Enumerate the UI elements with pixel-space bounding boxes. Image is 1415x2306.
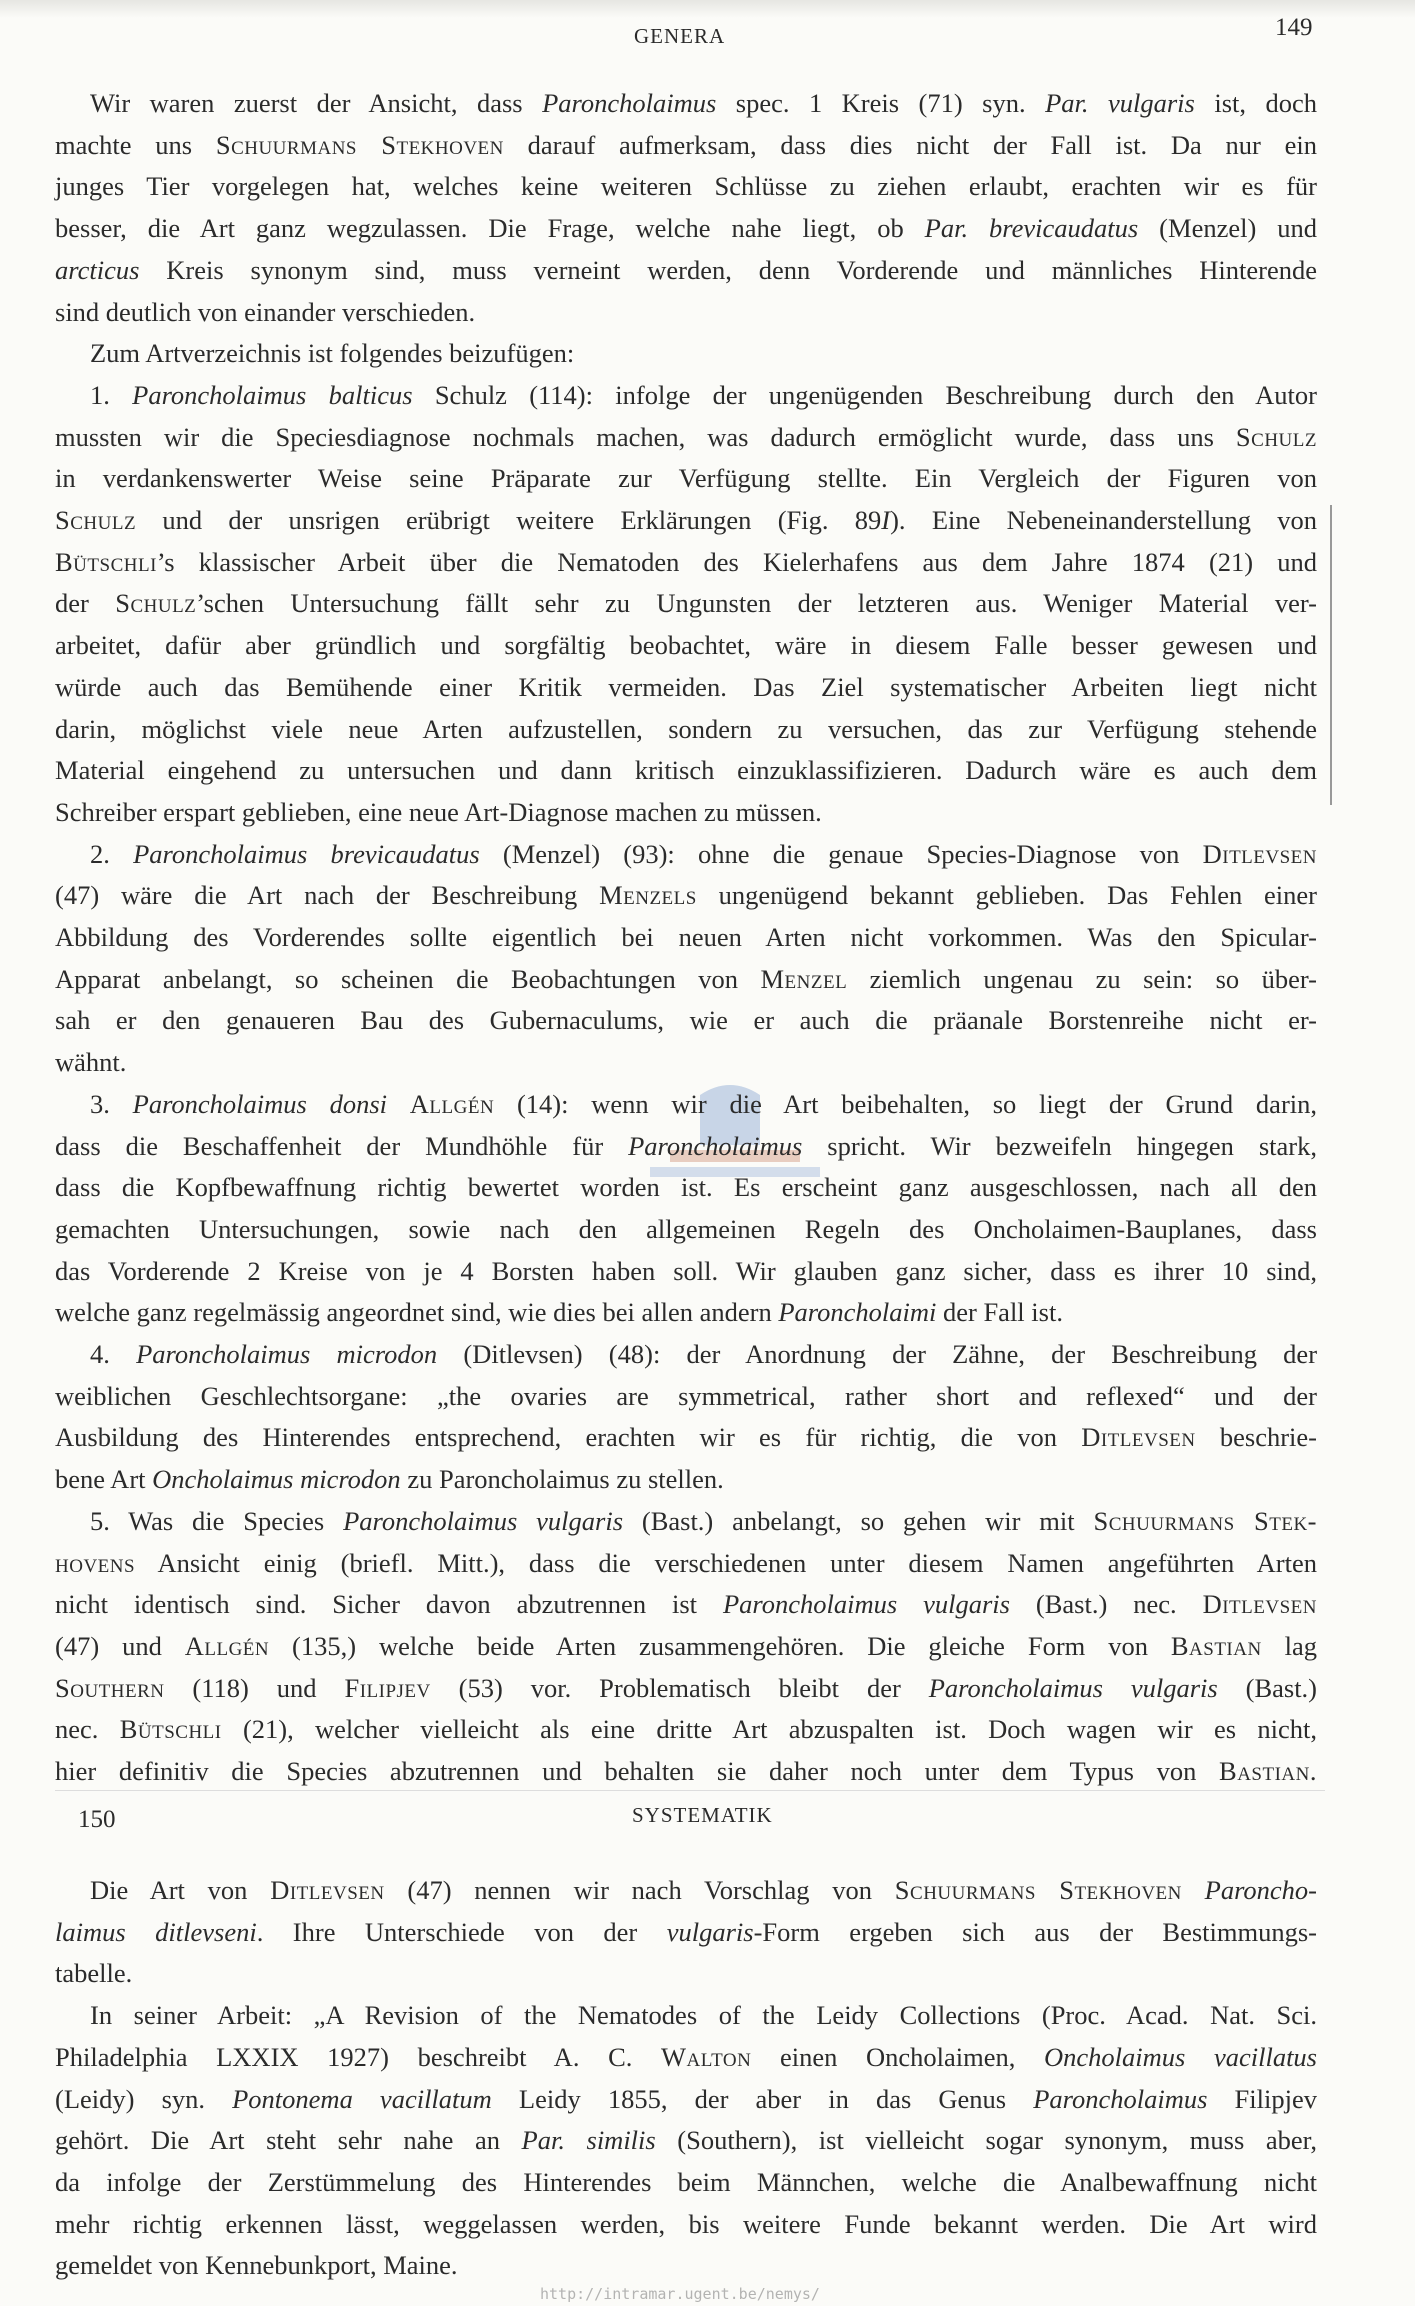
italic-text: Paroncholaimus brevicaudatus	[133, 838, 480, 869]
text-run: (21), welcher vielleicht als eine dritte Art abzuspalten ist. Doch wagen wir es nicht,	[221, 1714, 1317, 1745]
text-run: (47) und	[55, 1630, 185, 1661]
italic-text: Paroncholaimus donsi	[132, 1088, 388, 1119]
small-caps-name: Southern	[55, 1672, 165, 1703]
text-run: hier definitiv die Species abzutrennen und behalten sie daher noch unter dem Typus von	[55, 1756, 1220, 1786]
text-run: ’s klassischer Arbeit über die Nematoden des Kielerhafens aus dem Jahre 1874 (21) und	[156, 546, 1317, 577]
italic-text: Paroncholaimus vulgaris	[343, 1505, 624, 1536]
text-run: Philadelphia LXXIX 1927) beschreibt A. C.	[55, 2041, 662, 2072]
text-run: Leidy 1855, der aber in das Genus	[491, 2083, 1034, 2114]
running-header-149: GENERA	[634, 24, 726, 48]
text-run: (118) und	[164, 1672, 345, 1703]
text-run: (14): wenn wir die Art beibehalten, so liegt der Grund darin,	[494, 1088, 1318, 1119]
small-caps-name: Walton	[661, 2041, 752, 2072]
text-run: weiblichen Geschlechtsorgane: „the ovaries are symmetrical, rather short and reflexed“ und der	[55, 1380, 1317, 1411]
text-run: Ausbildung des Hinterendes entsprechend, erachten wir es für richtig, die von	[55, 1422, 1082, 1453]
text-run: mussten wir die Speciesdiagnose nochmals machen, was dadurch ermöglicht wurde, dass uns	[55, 421, 1236, 452]
small-caps-name: Schulz	[1235, 421, 1317, 452]
text-run: arbeitet, dafür aber gründlich und sorgfältig beobachtet, wäre in diesem Falle besser gewesen und	[55, 630, 1317, 661]
text-run: ist, doch	[1194, 88, 1317, 118]
text-run: ). Eine Nebeneinanderstellung von	[890, 505, 1317, 535]
text-line	[55, 2248, 1317, 2282]
text-line	[90, 1873, 1317, 1907]
small-caps-name: Menzel	[760, 963, 848, 994]
italic-text: laimus ditlevseni	[55, 1916, 257, 1947]
text-run: nicht identisch sind. Sicher davon abzutrennen ist	[55, 1589, 723, 1620]
small-caps-name: Allgén	[409, 1088, 495, 1119]
text-run: lag	[1261, 1630, 1317, 1661]
small-caps-name: Bastian	[1170, 1630, 1262, 1661]
italic-text: Pontonema vacillatum	[232, 2083, 492, 2114]
italic-text: Paroncholaimus vulgaris	[722, 1589, 1010, 1620]
text-run: (47) nennen wir nach Vorschlag von	[384, 1875, 895, 1905]
small-caps-name: Schulz	[115, 588, 197, 619]
text-run: sind deutlich von einander verschieden.	[55, 296, 476, 327]
text-run: der Fall ist.	[936, 1297, 1063, 1328]
text-run: Schreiber erspart geblieben, eine neue Art-Diagnose machen zu müssen.	[55, 796, 822, 827]
text-run: Zum Artverzeichnis ist folgendes beizufügen:	[90, 338, 575, 369]
text-run: darin, möglichst viele neue Arten aufzustellen, sondern zu versuchen, das zur Verfügung stehende	[55, 713, 1317, 744]
text-line	[55, 2165, 1317, 2199]
small-caps-name: Allgén	[184, 1630, 270, 1661]
text-run: (53) vor. Problematisch bleibt der	[430, 1672, 929, 1703]
italic-text: Paroncho-	[1204, 1875, 1318, 1905]
text-run: Filipjev	[1207, 2083, 1317, 2114]
page-number-149: 149	[1275, 14, 1313, 41]
text-run: (Southern), ist vielleicht sogar synonym, muss aber,	[655, 2125, 1317, 2156]
text-run: (Menzel) (93): ohne die genaue Species-Diagnose von	[479, 838, 1203, 869]
italic-text: Oncholaimus microdon	[152, 1464, 401, 1495]
text-run: In seiner Arbeit: „A Revision of the Nematodes of the Leidy Collections (Proc. Acad. Nat. Sci.	[90, 2000, 1317, 2031]
text-run: machte uns	[55, 129, 216, 160]
small-caps-name: Ditlevsen	[1202, 838, 1318, 869]
text-run: nec.	[55, 1714, 120, 1745]
text-run: ungenügend bekannt geblieben. Das Fehlen einer	[696, 880, 1317, 911]
text-run: Die Art von	[90, 1875, 271, 1905]
text-run: besser, die Art ganz wegzulassen. Die Frage, welche nahe liegt, ob	[55, 213, 925, 244]
text-run: Wir waren zuerst der Ansicht, dass	[90, 88, 543, 118]
italic-text: Par. vulgaris	[1045, 88, 1195, 118]
text-run: in verdankenswerter Weise seine Präparate zur Verfügung stellte. Ein Vergleich der Figuren von	[55, 463, 1317, 494]
text-run: einen Oncholaimen,	[751, 2041, 1044, 2072]
text-run: wähnt.	[55, 1047, 127, 1078]
text-line	[55, 2040, 1317, 2074]
text-run: (Menzel) und	[1138, 213, 1317, 244]
text-run: (Bast.)	[1217, 1672, 1318, 1703]
italic-text: I	[881, 505, 891, 535]
small-caps-name: Schuurmans Stekhoven	[215, 129, 504, 160]
text-run: gemeldet von Kennebunkport, Maine.	[55, 2250, 458, 2281]
text-run: spec. 1 Kreis (71) syn.	[716, 88, 1046, 118]
small-caps-name: Bütschli	[119, 1714, 222, 1745]
italic-text: vulgaris	[666, 1916, 754, 1947]
text-run: 4.	[90, 1339, 137, 1369]
page-number-150: 150	[78, 1806, 116, 1833]
text-run: der	[55, 588, 116, 619]
text-run: (Ditlevsen) (48): der Anordnung der Zähne, der Beschreibung der	[437, 1339, 1318, 1369]
text-run: (47) wäre die Art nach der Beschreibung	[55, 880, 600, 911]
small-caps-name: Schuurmans Stekhoven	[894, 1875, 1182, 1905]
text-run: 5. Was die Species	[90, 1505, 344, 1536]
running-header-150: SYSTEMATIK	[632, 1803, 773, 1827]
text-run: Material eingehend zu untersuchen und dann kritisch einzuklassifizieren. Dadurch wäre es auch dem	[55, 755, 1317, 786]
small-caps-name: Bastian.	[1219, 1756, 1317, 1786]
italic-text: Oncholaimus vacillatus	[1044, 2041, 1317, 2072]
text-run: das Vorderende 2 Kreise von je 4 Borsten haben soll. Wir glauben ganz sicher, dass es ihrer 10 sind,	[55, 1255, 1317, 1286]
text-run: -Form ergeben sich aus der Bestimmungs-	[753, 1916, 1317, 1947]
text-run: mehr richtig erkennen lässt, weggelassen werden, bis weitere Funde bekannt werden. Die Art wird	[55, 2208, 1317, 2239]
text-run: bene Art	[55, 1464, 153, 1495]
text-run: und der unsrigen erübrigt weitere Erklärungen (Fig. 89	[136, 505, 882, 535]
text-run: 3.	[90, 1088, 133, 1119]
text-run: Abbildung des Vorderendes sollte eigentlich bei neuen Arten nicht vorkommen. Was den Spicular-	[55, 922, 1317, 952]
small-caps-name: Bütschli	[55, 546, 157, 577]
italic-text: Paroncholaimus	[628, 1130, 803, 1161]
text-run: (Leidy) syn.	[55, 2083, 233, 2114]
text-run: welche ganz regelmässig angeordnet sind, wie dies bei allen andern	[55, 1297, 779, 1328]
small-caps-name: Filipjev	[344, 1672, 431, 1703]
watermark-url: http://intramar.ugent.be/nemys/	[540, 2285, 820, 2303]
small-caps-name: Ditlevsen	[270, 1875, 385, 1905]
text-line	[55, 2082, 1317, 2116]
text-run: sah er den genaueren Bau des Gubernaculums, wie er auch die präanale Borstenreihe nicht er-	[55, 1005, 1317, 1036]
text-line	[55, 2207, 1317, 2241]
text-line	[55, 1915, 1317, 1949]
text-run: (Bast.) nec.	[1009, 1589, 1203, 1620]
italic-text: Paroncholaimus	[542, 88, 717, 118]
text-line	[55, 1956, 1317, 1990]
text-run: Apparat anbelangt, so scheinen die Beobachtungen von	[55, 963, 761, 994]
text-run: ’schen Untersuchung fällt sehr zu Ungunsten der letzteren aus. Weniger Material ver-	[196, 588, 1317, 619]
small-caps-name: Ditlevsen	[1202, 1589, 1317, 1620]
text-run: da infolge der Zerstümmelung des Hinterendes beim Männchen, welche die Analbewaffnung nicht	[55, 2166, 1317, 2197]
small-caps-name: hovens	[55, 1547, 136, 1578]
text-run: darauf aufmerksam, dass dies nicht der Fall ist. Da nur ein	[503, 129, 1317, 160]
text-line	[90, 1998, 1317, 2032]
text-run: dass die Beschaffenheit der Mundhöhle für	[55, 1130, 629, 1161]
text-run: beschrie-	[1195, 1422, 1317, 1453]
text-run: gehört. Die Art steht sehr nahe an	[55, 2125, 522, 2156]
text-run: Ansicht einig (briefl. Mitt.), dass die verschiedenen unter diesem Namen angeführten Arten	[135, 1547, 1317, 1578]
text-run: dass die Kopfbewaffnung richtig bewertet worden ist. Es erscheint ganz ausgeschlossen, nach all den	[55, 1172, 1317, 1203]
italic-text: Par. similis	[521, 2125, 656, 2156]
text-run: 1.	[90, 379, 133, 410]
text-line	[55, 2123, 1317, 2157]
small-caps-name: Ditlevsen	[1081, 1422, 1196, 1453]
text-run: (Bast.) anbelangt, so gehen wir mit	[623, 1505, 1094, 1536]
text-run: spricht. Wir bezweifeln hingegen stark,	[802, 1130, 1317, 1161]
small-caps-name: Schulz	[55, 505, 137, 535]
italic-text: Paroncholaimus microdon	[136, 1339, 438, 1369]
text-run: Kreis synonym sind, muss verneint werden, denn Vorderende und männliches Hinterende	[139, 254, 1317, 285]
text-run: Schulz (114): infolge der ungenügenden Beschreibung durch den Autor	[412, 379, 1317, 410]
text-run: (135,) welche beide Arten zusammengehören. Die gleiche Form von	[269, 1630, 1171, 1661]
text-run: tabelle.	[55, 1958, 133, 1989]
italic-text: Paroncholaimi	[778, 1297, 937, 1328]
italic-text: Paroncholaimus balticus	[132, 379, 413, 410]
text-run: . Ihre Unterschiede von der	[256, 1916, 667, 1947]
italic-text: Par. brevicaudatus	[924, 213, 1139, 244]
text-run: gemachten Untersuchungen, sowie nach den allgemeinen Regeln des Oncholaimen-Bauplanes, dass	[55, 1213, 1317, 1244]
text-run: würde auch das Bemühende einer Kritik vermeiden. Das Ziel systematischer Arbeiten liegt nicht	[55, 671, 1317, 702]
text-run	[1182, 1875, 1205, 1905]
small-caps-name: Menzels	[599, 880, 697, 911]
italic-text: Paroncholaimus	[1033, 2083, 1208, 2114]
small-caps-name: Schuurmans Stek-	[1093, 1505, 1317, 1536]
text-run: ziemlich ungenau zu sein: so über-	[847, 963, 1318, 994]
text-run: 2.	[90, 838, 134, 869]
text-run: zu Paroncholaimus zu stellen.	[400, 1464, 724, 1495]
italic-text: Paroncholaimus vulgaris	[928, 1672, 1218, 1703]
text-run: junges Tier vorgelegen hat, welches keine weiteren Schlüsse zu ziehen erlaubt, erachten wir es für	[55, 171, 1317, 202]
italic-text: arcticus	[55, 254, 140, 285]
